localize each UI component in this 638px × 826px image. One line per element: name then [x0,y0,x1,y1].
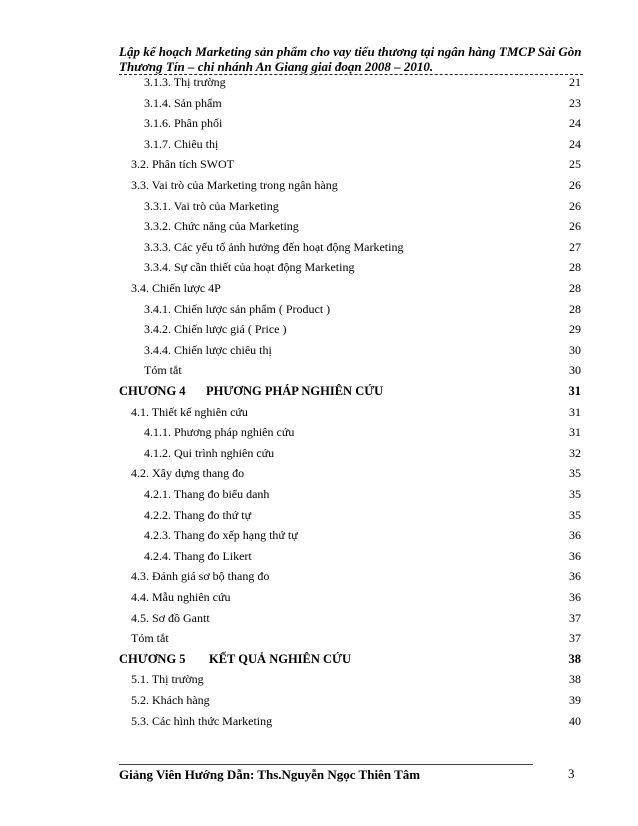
toc-entry [144,546,581,566]
toc-entry [131,587,581,607]
toc-entry-title: 4.2.4. Thang đo Likert [144,548,252,563]
toc-entry-title: 5.2. Khách hàng [131,693,210,707]
toc-entry [131,402,581,422]
toc-entry-title: 3.1.7. Chiêu thị [144,136,219,151]
toc-entry [144,484,581,504]
footer-divider [119,764,533,765]
toc-entry [131,669,581,689]
toc-page-number: 36 [569,569,581,584]
toc-entry [144,443,581,463]
toc-page-number: 25 [569,157,581,172]
toc-page-number: 31 [569,425,581,440]
toc-entry-title: 4.1.1. Phương pháp nghiên cứu [144,425,295,440]
toc-entry [144,505,581,525]
toc-chapter-title: KẾT QUẢ NGHIÊN CỨU [209,651,352,666]
toc-page-number: 26 [569,178,581,192]
toc-page-number: 28 [569,301,581,316]
toc-entry-title: 3.1.4. Sản phẩm [144,95,222,110]
toc-entry-title: 4.2.3. Thang đo xếp hạng thứ tự [144,528,298,543]
toc-entry [144,340,581,360]
toc-page-number: 35 [569,466,581,481]
toc-page-number: 36 [569,590,581,604]
toc-page-number: 35 [569,507,581,522]
toc-entry-title: 5.1. Thị trường [131,672,204,687]
header-line-2: Thương Tín – chi nhánh An Giang giai đoạn 2008 – 2010. [119,59,434,74]
toc-entry-title: 3.1.6. Phân phối [144,116,223,131]
toc-entry [144,196,581,216]
header-line-1: Lập kế hoạch Marketing sản phẩm cho vay tiểu thương tại ngân hàng TMCP Sài Gòn [119,44,582,59]
footer-advisor: Giảng Viên Hướng Dẫn: Ths.Nguyễn Ngọc Thiên Tâm [119,767,421,782]
toc-chapter-label: CHƯƠNG 4 [119,384,186,398]
toc-entry [144,72,581,92]
toc-entry-title: 3.3.2. Chức năng của Marketing [144,219,299,234]
toc-page-number: 32 [569,445,581,460]
toc-page-number: 36 [569,528,581,543]
toc-page-number: 21 [569,75,581,89]
toc-entry [144,525,581,545]
toc-entry-title: 4.1. Thiết kế nghiên cứu [131,404,248,419]
toc-entry-title: 3.3.3. Các yếu tố ảnh hưởng đến hoạt động Marketing [144,239,404,254]
toc-entry-title: 4.2.2. Thang đo thứ tự [144,507,252,522]
toc-page-number: 38 [569,672,581,687]
toc-page-number: 30 [569,342,581,357]
toc-chapter-entry [119,649,581,669]
toc-entry [144,360,581,380]
toc-entry-title: 4.4. Mẫu nghiên cứu [131,590,231,604]
toc-page-number: 26 [569,198,581,213]
toc-chapter-entry [119,381,581,401]
toc-entry [131,154,581,174]
toc-entry-title: Tóm tắt [131,631,169,646]
toc-page-number: 29 [569,322,581,337]
toc-page-number: 26 [569,219,581,234]
toc-chapter-title: PHƯƠNG PHÁP NGHIÊN CỨU [206,384,384,398]
toc-entry-title: 5.3. Các hình thức Marketing [131,713,273,728]
toc-entry [131,628,581,648]
toc-entry-title: 3.3. Vai trò của Marketing trong ngân hàng [131,178,338,192]
toc-entry [144,237,581,257]
toc-page-number: 38 [568,651,581,666]
toc-entry-title: 3.4.2. Chiến lược giá ( Price ) [144,322,287,337]
toc-entry-title: 3.2. Phân tích SWOT [131,157,234,172]
toc-page-number: 27 [569,239,581,254]
toc-entry [131,711,581,731]
toc-entry-title: 4.1.2. Qui trình nghiên cứu [144,445,275,460]
toc-page-number: 28 [569,260,581,275]
toc-page-number: 30 [569,363,581,378]
toc-entry [131,278,581,298]
toc-entry [144,299,581,319]
toc-page-number: 31 [569,404,581,419]
toc-chapter-label: CHƯƠNG 5 [119,651,186,666]
toc-entry-title: 3.4.4. Chiến lược chiêu thị [144,342,272,357]
toc-page-number: 40 [569,713,581,728]
toc-page-number: 35 [569,487,581,501]
toc-entry [144,257,581,277]
toc-entry [131,690,581,710]
toc-entry-title: 3.3.1. Vai trò của Marketing [144,198,279,213]
toc-entry-title: 3.3.4. Sự cần thiết của hoạt động Marketing [144,260,355,275]
toc-page-number: 39 [569,693,581,707]
toc-entry [144,134,581,154]
toc-entry [131,463,581,483]
toc-page-number: 28 [569,281,581,295]
page-number: 3 [568,766,575,781]
toc-page-number: 23 [569,95,581,110]
toc-entry-title: 4.2. Xây dựng thang đo [131,466,245,481]
toc-entry-title: Tóm tắt [144,363,182,378]
toc-entry [131,608,581,628]
toc-entry [131,175,581,195]
toc-page-number: 24 [569,136,581,151]
toc-entry-title: 4.2.1. Thang đo biểu danh [144,487,270,501]
toc-entry [131,566,581,586]
toc-entry-title: 4.3. Đánh giá sơ bộ thang đo [131,569,270,584]
toc-page-number: 36 [569,548,581,563]
running-header [119,44,589,74]
toc-entry-title: 3.4.1. Chiến lược sản phẩm ( Product ) [144,301,331,316]
toc-entry-title: 3.1.3. Thị trường [144,75,226,89]
toc-page-number: 37 [569,610,581,625]
toc-entry-title: 3.4. Chiến lược 4P [131,281,221,295]
toc-entry-title: 4.5. Sơ đồ Gantt [131,610,210,625]
toc-page-number: 37 [569,631,581,646]
toc-entry [144,93,581,113]
toc-entry [144,422,581,442]
toc-entry [144,113,581,133]
toc-entry [144,319,581,339]
toc-page-number: 24 [569,116,581,131]
toc-page-number: 31 [568,384,581,398]
toc-entry [144,216,581,236]
